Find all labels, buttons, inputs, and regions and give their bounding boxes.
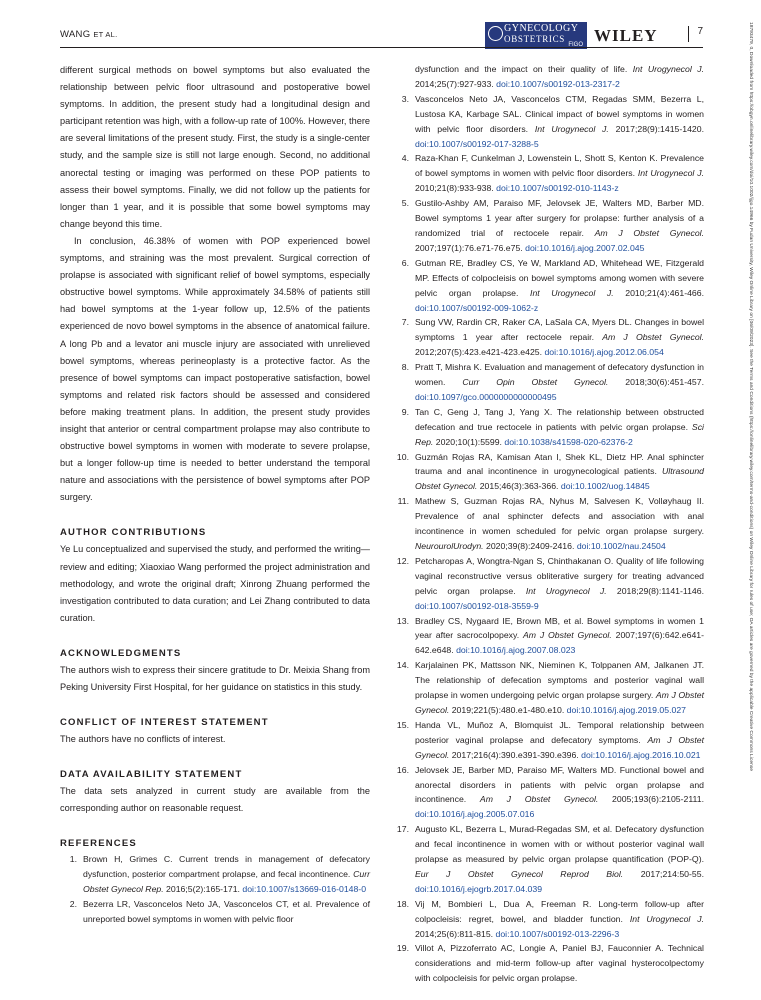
reference-number: 1. — [69, 854, 77, 865]
reference-item — [392, 92, 704, 152]
reference-journal: Ultrasound Obstet Gynecol. — [415, 466, 704, 492]
figo-seal-icon — [488, 26, 503, 41]
reference-text: Vij M, Bombieri L, Dua A, Freeman R. Long-term follow-up after colpocleisis: regret, bowel, and bladder function. — [415, 898, 704, 924]
reference-doi-link[interactable]: doi:10.1038/s41598-020-62376-2 — [504, 436, 633, 447]
reference-citation: 2020;39(8):2409-2416. — [483, 541, 577, 551]
reference-number: 5. — [401, 198, 409, 209]
reference-number: 18. — [396, 898, 409, 909]
reference-citation: 2010;21(8):933-938. — [415, 183, 497, 194]
reference-number: 7. — [401, 317, 409, 328]
reference-doi-link[interactable]: doi:10.1016/j.ajog.2012.06.054 — [544, 347, 664, 358]
reference-number: 12. — [396, 555, 409, 566]
reference-text: Vasconcelos Neto JA, Vasconcelos CTM, Regadas SMM, Bezerra L, Lustosa KA, Karbage SAL. Clinical impact of bowel symptoms in women with pelvic floor disorders. — [415, 93, 704, 134]
reference-journal: Int Urogynecol J. — [534, 123, 609, 134]
conclusion-paragraph: In conclusion, 46.38% of women with POP experienced bowel symptoms, and straining was the most prevalent. Surgical correction of prolapse is associated with significant relief of bowel symptoms, especially obstructive bowel symptoms. While approximately 34.58% of patients still had bowel symptoms at the 1-year follow up, 12.5% of the patients experienced de novo bowel symptoms in the absence of anatomical failure. A long Pb and a levator ani muscle injury are associated with unrelieved bowel symptoms, whereas perineoplasty is a protective factor. As the presence of bowel symptoms can impact postoperative satisfaction, bowel symptoms and related risk factors should be assessed and considered before making treatment plans. In addition, the present study provides insight that anterior or central compartment prolapse may also contribute to obstructive bowel symptoms in women with moderate to severe prolapse, but a longer follow-up time is needed to better understand the temporal nature and associations with the persistence of bowel symptoms after POP surgery. — [60, 235, 370, 503]
reference-text: Guzmán Rojas RA, Kamisan Atan I, Shek KL, Dietz HP. Anal sphincter trauma and anal incontinence in urogynecological patients. — [415, 451, 704, 477]
heading-references: REFERENCES — [60, 838, 137, 850]
reference-number: 3. — [401, 93, 409, 104]
reference-journal: Int Urogynecol J. — [629, 913, 705, 924]
reference-item — [60, 897, 370, 927]
reference-text: Pratt T, Mishra K. Evaluation and management of defecatory dysfunction in women. — [415, 362, 704, 388]
reference-doi-link[interactable]: doi:10.1007/s00192-009-1062-z — [415, 302, 539, 313]
reference-text: Raza-Khan F, Cunkelman J, Lowenstein L, Shott S, Kenton K. Prevalence of bowel symptoms in women with pelvic floor disorders. — [415, 153, 704, 179]
reference-text: Sung VW, Rardin CR, Raker CA, LaSala CA, Myers DL. Changes in bowel symptoms 1 year after rectocele repair. — [415, 317, 704, 343]
heading-conflict-of-interest: CONFLICT OF INTEREST STATEMENT — [60, 717, 269, 729]
reference-number: 17. — [396, 824, 409, 835]
reference-citation: 2015;46(3):363-366. — [477, 481, 561, 492]
reference-citation: 2017;214:50-55. — [623, 868, 704, 879]
running-header — [60, 23, 703, 48]
reference-citation: 2005;193(6):2105-2111. — [598, 794, 704, 805]
reference-text: Jelovsek JE, Barber MD, Paraiso MF, Walters MD. Functional bowel and anorectal disorders in patients with pelvic organ prolapse and incontinence. — [415, 764, 704, 805]
reference-citation: 2014;25(6):811-815. — [415, 928, 496, 939]
data-availability-text: The data sets analyzed in current study are available from the corresponding author on reasonable request. — [60, 786, 370, 814]
reference-number: 13. — [396, 615, 409, 626]
reference-citation: 2016;5(2):165-171. — [163, 884, 243, 895]
reference-text: Handa VL, Muñoz A, Blomquist JL. Temporal relationship between posterior vaginal prolapse and defecatory symptoms. — [415, 719, 704, 745]
reference-doi-link[interactable]: doi:10.1007/s13669-016-0148-0 — [242, 884, 367, 895]
reference-doi-link[interactable]: doi:10.1016/j.ajog.2007.08.023 — [456, 645, 576, 656]
reference-text: Petcharopas A, Wongtra-Ngan S, Chinthakanan O. Quality of life following vaginal reconstructive versus obliterative surgery for treating advanced pelvic organ prolapse. — [415, 555, 704, 596]
body-paragraph: different surgical methods on bowel symptoms but also evaluated the relationship between pelvic floor ultrasound and postoperative bowel symptoms. In addition, the present study had a longitudinal design and participant retention was high, with a follow-up rate of 100%. However, there are several limitations of the present study. First, the study is a single-center study, and the sample size is still not large enough. Second, no additional anorectal testing or imaging was performed on these POP patients to assess their bowel symptoms. Finally, we did not follow up the patients for longer than 1 year, and it is possible that some bowel symptoms may change beyond this time. — [60, 65, 370, 229]
reference-item — [392, 897, 704, 942]
reference-citation: 2019;221(5):480.e1-480.e10. — [449, 704, 567, 715]
reference-item — [392, 405, 704, 450]
reference-number: 16. — [396, 764, 409, 775]
reference-item — [392, 196, 704, 256]
reference-text: Tan C, Geng J, Tang J, Yang X. The relationship between obstructed defecation and true rectocele in patients with pelvic organ prolapse. — [415, 406, 704, 432]
reference-text: Karjalainen PK, Mattsson NK, Nieminen K, Tolppanen AM, Jalkanen JT. The relationship of defecation symptoms and posterior vaginal wall prolapse in women undergoing pelvic organ prolapse surgery. — [415, 660, 704, 701]
reference-item — [392, 822, 704, 897]
reference-number: 19. — [396, 943, 409, 954]
reference-item — [60, 852, 370, 897]
reference-doi-link[interactable]: doi:10.1016/j.ajog.2019.05.027 — [566, 704, 686, 715]
reference-citation: 2018;30(6):451-457. — [608, 377, 705, 388]
reference-journal: Int Urogynecol J. — [525, 585, 607, 596]
reference-journal: Sci Rep. — [415, 421, 704, 447]
reference-journal: NeurourolUrodyn. — [415, 541, 484, 551]
reference-item — [392, 256, 704, 316]
reference-journal: Am J Obstet Gynecol. — [415, 690, 705, 715]
reference-number: 11. — [397, 496, 409, 507]
reference-journal: Int Urogynecol J. — [530, 287, 614, 298]
header-rule — [60, 47, 703, 48]
reference-continuation: dysfunction and the impact on their quality of life. Int Urogynecol J. 2014;25(7):927-933. doi:10.1007/s00192-013-2317-2 — [415, 64, 704, 89]
heading-acknowledgments: ACKNOWLEDGMENTS — [60, 647, 182, 659]
left-column — [60, 62, 370, 927]
reference-item — [392, 718, 704, 763]
running-author: WANG ET AL. — [60, 29, 118, 40]
reference-item — [392, 658, 704, 718]
page-number: 7 — [688, 26, 703, 42]
reference-citation: 2018;29(8):1141-1146. — [606, 585, 704, 596]
acknowledgments-text: The authors wish to express their sincere gratitude to Dr. Meixia Shang from Peking University First Hospital, for her guidance on statistics in this study. — [60, 664, 370, 692]
reference-item — [392, 554, 704, 614]
reference-doi-link[interactable]: doi:10.1007/s00192-010-1143-z — [496, 183, 619, 194]
reference-doi-link[interactable]: doi:10.1002/nau.24504 — [576, 541, 666, 551]
reference-citation: 2017;216(4):390.e391-390.e396. — [449, 749, 582, 760]
reference-text: Bezerra LR, Vasconcelos Neto JA, Vasconcelos CT, et al. Prevalence of unreported bowel symptoms in women with pelvic floor — [83, 899, 370, 924]
reference-item — [392, 494, 704, 554]
reference-doi-link[interactable]: doi:10.1007/s00192-013-2317-2 — [496, 78, 620, 89]
reference-doi-link[interactable]: doi:10.1002/uog.14845 — [560, 481, 650, 492]
reference-number: 9. — [401, 406, 409, 417]
reference-journal: Am J Obstet Gynecol. — [594, 227, 704, 238]
reference-doi-link[interactable]: doi:10.1007/s00192-018-3559-9 — [415, 600, 539, 611]
reference-journal: Am J Obstet Gynecol. — [415, 734, 704, 760]
reference-doi-link[interactable]: doi:10.1016/j.ajog.2007.02.045 — [525, 242, 645, 253]
reference-text: Mathew S, Guzman Rojas RA, Nyhus M, Salvesen K, Volløyhaug II. Prevalence of anal sphincter defects and association with anal incontinence in women scheduled for pelvic organ prolapse surgery. — [415, 496, 704, 537]
heading-author-contributions: AUTHOR CONTRIBUTIONS — [60, 527, 207, 539]
reference-text: Gutman RE, Bradley CS, Ye W, Markland AD, Whitehead WE, Fitzgerald MP. Effects of colpocleisis on bowel symptoms among women with severe pelvic organ prolapse. — [415, 257, 704, 298]
reference-journal: Curr Opin Obstet Gynecol. — [462, 377, 609, 388]
author-contributions-text: Ye Lu conceptualized and supervised the study, and performed the writing—review and editing; Xiaoxiao Wang performed the project administration and methodology, and wrote the original draft; Xinrong Zhuang performed the investigation contributed to data curation; and Lei Zhang contributed to data curation. — [60, 544, 370, 623]
reference-item — [392, 941, 704, 986]
reference-journal: Int Urogynecol J. — [637, 168, 704, 179]
reference-number: 4. — [401, 153, 409, 164]
references-list-left — [60, 852, 370, 927]
reference-doi-link[interactable]: doi:10.1007/s00192-017-3288-5 — [415, 138, 539, 149]
reference-number: 15. — [396, 719, 409, 730]
reference-text: Brown H, Grimes C. Current trends in management of defecatory dysfunction, posterior compartment prolapse, and fecal incontinence. — [83, 854, 370, 880]
reference-citation: 2017;28(9):1415-1420. — [608, 123, 705, 134]
reference-item — [392, 450, 704, 495]
reference-doi-link[interactable]: doi:10.1016/j.ajog.2005.07.016 — [415, 809, 535, 820]
reference-item — [392, 614, 704, 659]
reference-citation: 2020;10(1):5599. — [433, 436, 505, 447]
right-column — [392, 62, 704, 986]
reference-text: Villot A, Pizzoferrato AC, Longie A, Paniel BJ, Fauconnier A. Technical considerations and mid-term follow-up after vaginal hysterocolpectomy with colpocleisis for pelvic organ prolapse. — [415, 943, 704, 984]
heading-data-availability: DATA AVAILABILITY STATEMENT — [60, 769, 243, 781]
reference-item — [392, 315, 704, 360]
reference-item — [392, 151, 704, 196]
publisher-logo: WILEY — [594, 26, 658, 45]
download-notice-strip: 18793479, 0, Downloaded from https://obgyn.onlinelibrary.wiley.com/doi/10.1002/ijgo.14966 by Fudan University, Wiley Online Library on [06/09/2023]. See the Terms and Conditions (https://onlinelibrary.wiley.com/terms-and-conditions) on Wiley Online Library for rules of use; OA articles are governed by the applicable Creative Commons License — [748, 22, 753, 771]
reference-doi-link[interactable]: doi:10.1016/j.ajog.2016.10.021 — [581, 749, 701, 760]
reference-doi-link[interactable]: doi:10.1007/s00192-013-2296-3 — [495, 928, 620, 939]
reference-journal: Am J Obstet Gynecol. — [479, 794, 599, 805]
reference-number: 14. — [396, 660, 409, 671]
references-list-right — [392, 62, 704, 986]
reference-item — [392, 360, 704, 405]
reference-citation: 2007;197(1):76.e71-76.e75. — [415, 242, 526, 253]
reference-text: Augusto KL, Bezerra L, Murad-Regadas SM, et al. Defecatory dysfunction and fecal incontinence in women with or without posterior vaginal wall prolapse as measured by pelvic organ prolapse quantification (POP-Q). — [415, 824, 704, 865]
reference-number: 6. — [401, 257, 409, 268]
reference-doi-link[interactable]: doi:10.1097/gco.0000000000000495 — [415, 391, 557, 402]
reference-text: Gustilo-Ashby AM, Paraiso MF, Jelovsek JE, Walters MD, Barber MD. Bowel symptoms 1 year after surgery for prolapse: further analysis of a randomized trial of rectocele repair. — [415, 198, 704, 238]
journal-logo: GYNECOLOGY OBSTETRICS FIGO — [485, 22, 587, 49]
reference-journal: Am J Obstet Gynecol. — [522, 630, 612, 641]
reference-number: 10. — [396, 451, 409, 462]
reference-number: 2. — [69, 899, 77, 910]
reference-text: Bradley CS, Nygaard IE, Brown MB, et al. Bowel symptoms in women 1 year after sacrocolpopexy. — [415, 615, 704, 641]
reference-journal: Eur J Obstet Gynecol Reprod Biol. — [415, 868, 624, 879]
reference-number: 8. — [401, 362, 409, 373]
reference-doi-link[interactable]: doi:10.1016/j.ejogrb.2017.04.039 — [415, 883, 543, 894]
reference-item — [392, 763, 704, 823]
reference-journal: Curr Obstet Gynecol Rep. — [83, 869, 370, 895]
reference-citation: 2012;207(5):423.e421-423.e425. — [415, 347, 545, 358]
conflict-of-interest-text: The authors have no conflicts of interest. — [60, 734, 226, 745]
reference-journal: Am J Obstet Gynecol. — [602, 332, 705, 343]
reference-citation: 2007;197(6):642.e641-642.e648. — [415, 630, 705, 656]
reference-citation: 2010;21(4):461-466. — [613, 287, 704, 298]
